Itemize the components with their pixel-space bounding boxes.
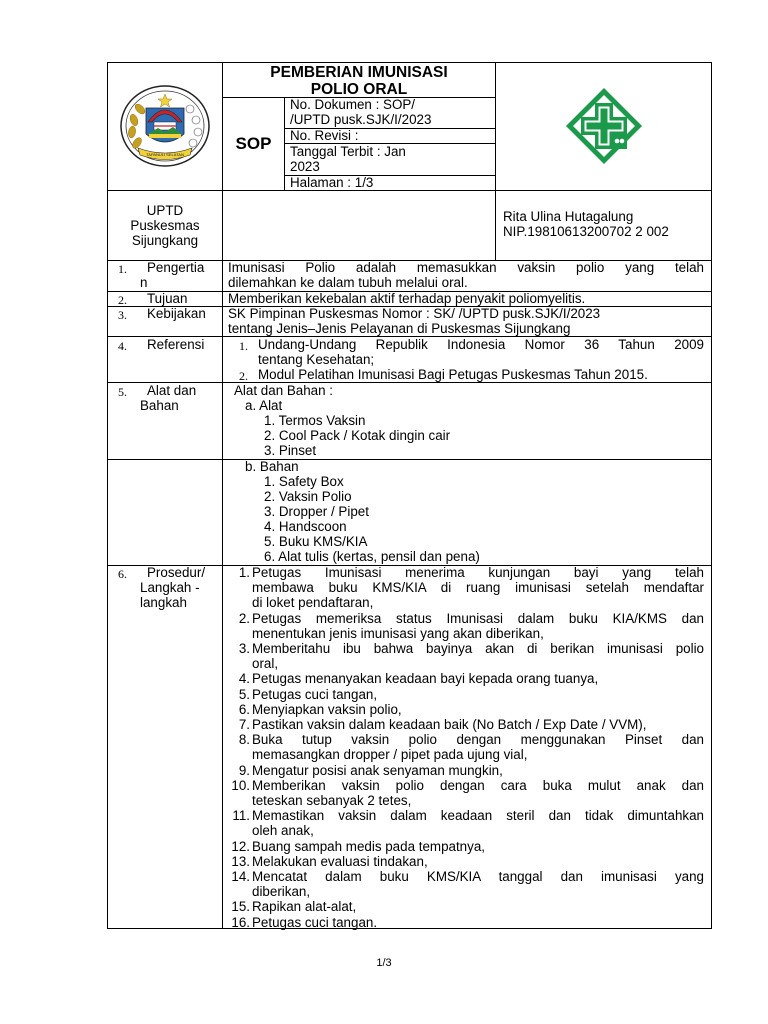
step-text: Petugas cuci tangan. xyxy=(252,914,378,930)
step-text: Pastikan vaksin dalam keadaan baik (No Batch / Exp Date / VVM), xyxy=(252,717,647,732)
list-item: 6. Alat tulis (kertas, pensil dan pena) xyxy=(264,549,480,564)
step-number: 3. xyxy=(238,641,250,656)
step-text: Petugas memeriksa status Imunisasi dalam buku KIA/KMS dan xyxy=(252,611,704,626)
section-label: Langkah - xyxy=(140,580,200,595)
revision-number: No. Revisi : xyxy=(290,128,359,143)
step-text: Mengatur posisi anak senyaman mungkin, xyxy=(252,762,503,778)
unit-name xyxy=(108,203,222,248)
definition-text: dilemahkan ke dalam tubuh melalui oral. xyxy=(228,275,468,290)
grid-line xyxy=(107,190,712,191)
unit-line-1: UPTD xyxy=(146,203,184,218)
step-text: Mencatat dalam buku KMS/KIA tanggal dan imunisasi yang xyxy=(252,870,704,884)
reference-number: 1. xyxy=(239,339,248,353)
section-number: 3. xyxy=(118,308,127,322)
step-text: di loket pendaftaran, xyxy=(252,595,374,611)
signatory-name: Rita Ulina Hutagalung xyxy=(503,209,634,224)
section-label: Referensi xyxy=(147,337,205,352)
list-item: 3. Dropper / Pipet xyxy=(264,504,369,519)
step-number: 16. xyxy=(231,914,250,930)
step-text: teteskan sebanyak 2 tetes, xyxy=(252,793,412,808)
step-text: menentukan jenis imunisasi yang akan diberikan, xyxy=(252,625,544,641)
issue-date-line-2: 2023 xyxy=(290,159,320,174)
unit-line-2: Puskesmas xyxy=(130,218,200,233)
title-line-1: PEMBERIAN IMUNISASI xyxy=(270,64,448,81)
page-number: Halaman : 1/3 xyxy=(290,175,374,190)
tools-subheading: a. Alat xyxy=(245,398,283,413)
step-text: diberikan, xyxy=(252,884,311,900)
list-item: 3. Pinset xyxy=(264,443,317,458)
sop-label: SOP xyxy=(235,134,272,153)
step-text: Petugas menanyakan keadaan bayi kepada orang tuanya, xyxy=(252,671,599,687)
step-text: memasangkan dropper / pipet pada ujung vial, xyxy=(252,747,528,763)
step-text: Memberikan vaksin polio dengan cara buka mulut anak dan xyxy=(252,778,704,793)
grid-line xyxy=(222,62,223,929)
step-text: Melakukan evaluasi tindakan, xyxy=(252,853,428,869)
section-number: 2. xyxy=(118,293,127,307)
step-number: 7. xyxy=(238,717,250,732)
step-number: 1. xyxy=(238,565,250,580)
step-number: 5. xyxy=(238,686,250,702)
regional-emblem-logo xyxy=(118,84,212,168)
list-item: 1. Safety Box xyxy=(264,474,344,489)
step-text: oleh anak, xyxy=(252,823,314,839)
step-number: 15. xyxy=(231,899,250,915)
doc-number-value: /UPTD pusk.SJK/I/2023 xyxy=(290,112,432,127)
reference-text: Undang-Undang Republik Indonesia Nomor 36 Tahun 2009 xyxy=(258,338,704,352)
step-text: Menyiapkan vaksin polio, xyxy=(252,701,402,717)
materials-subheading: b. Bahan xyxy=(245,459,299,474)
step-text: oral, xyxy=(252,656,279,672)
step-text: Memberitahu ibu bahwa bayinya akan di berikan imunisasi polio xyxy=(252,642,704,656)
section-label: Tujuan xyxy=(147,291,188,306)
step-text: Buka tutup vaksin polio dengan menggunakan Pinset dan xyxy=(252,733,704,748)
step-number: 8. xyxy=(238,732,250,748)
step-text: membawa buku KMS/KIA di ruang imunisasi setelah mendaftar xyxy=(252,581,704,596)
puskesmas-logo-icon xyxy=(564,86,644,166)
list-item: 2. Cool Pack / Kotak dingin cair xyxy=(264,428,451,443)
doc-number-label: No. Dokumen : SOP/ xyxy=(290,97,416,112)
title-line-2: POLIO ORAL xyxy=(310,81,408,98)
emblem-ribbon-text: TAPANULI SELATAN xyxy=(146,152,184,157)
document-title xyxy=(223,64,495,98)
policy-text: tentang Jenis–Jenis Pelayanan di Puskesmas Sijungkang xyxy=(228,321,571,336)
section-number: 5. xyxy=(118,385,127,399)
step-number: 10. xyxy=(231,777,250,793)
step-number: 14. xyxy=(231,869,250,884)
list-item: 4. Handscoon xyxy=(264,519,347,534)
step-number: 11. xyxy=(232,808,250,824)
reference-number: 2. xyxy=(239,369,248,383)
step-text: Petugas cuci tangan, xyxy=(252,686,378,702)
section-label: langkah xyxy=(140,595,187,610)
step-text: Rapikan alat-alat, xyxy=(252,899,357,915)
section-label: Bahan xyxy=(140,398,179,413)
list-item: 5. Buku KMS/KIA xyxy=(264,534,368,549)
section-label: n xyxy=(140,275,148,290)
purpose-text: Memberikan kekebalan aktif terhadap penyakit poliomyelitis. xyxy=(228,291,586,306)
reference-text: tentang Kesehatan; xyxy=(258,352,375,367)
step-text: Buang sampah medis pada tempatnya, xyxy=(252,838,485,854)
step-text: Petugas Imunisasi menerima kunjungan bayi yang telah xyxy=(252,566,704,580)
section-label: Pengertia xyxy=(147,260,205,275)
section-label: Prosedur/ xyxy=(147,565,206,580)
list-item: 1. Termos Vaksin xyxy=(264,413,366,428)
step-number: 6. xyxy=(238,701,250,717)
definition-text: Imunisasi Polio adalah memasukkan vaksin polio yang telah xyxy=(228,261,704,275)
step-number: 9. xyxy=(238,762,250,778)
signatory-nip: NIP.19810613200702 2 002 xyxy=(503,224,669,239)
section-number: 4. xyxy=(118,339,127,353)
footer-page-number: 1/3 xyxy=(376,957,392,969)
policy-text: SK Pimpinan Puskesmas Nomor : SK/ /UPTD pusk.SJK/I/2023 xyxy=(228,306,601,321)
section-number: 1. xyxy=(118,262,127,276)
step-text: Memastikan vaksin dalam keadaan steril dan tidak dimuntahkan xyxy=(252,809,704,824)
section-label: Kebijakan xyxy=(147,306,206,321)
list-item: 2. Vaksin Polio xyxy=(264,489,352,504)
step-number: 2. xyxy=(238,610,250,626)
grid-line xyxy=(107,459,712,460)
step-number: 13. xyxy=(231,853,250,869)
step-number: 4. xyxy=(238,671,250,687)
section-number: 6. xyxy=(118,567,127,581)
unit-line-3: Sijungkang xyxy=(131,233,199,248)
reference-text: Modul Pelatihan Imunisasi Bagi Petugas Puskesmas Tahun 2015. xyxy=(258,367,648,382)
issue-date-line-1: Tanggal Terbit : Jan xyxy=(290,144,406,159)
step-number: 12. xyxy=(231,838,250,854)
tools-intro: Alat dan Bahan : xyxy=(234,383,334,398)
grid-line xyxy=(495,62,496,261)
section-label: Alat dan xyxy=(147,383,197,398)
